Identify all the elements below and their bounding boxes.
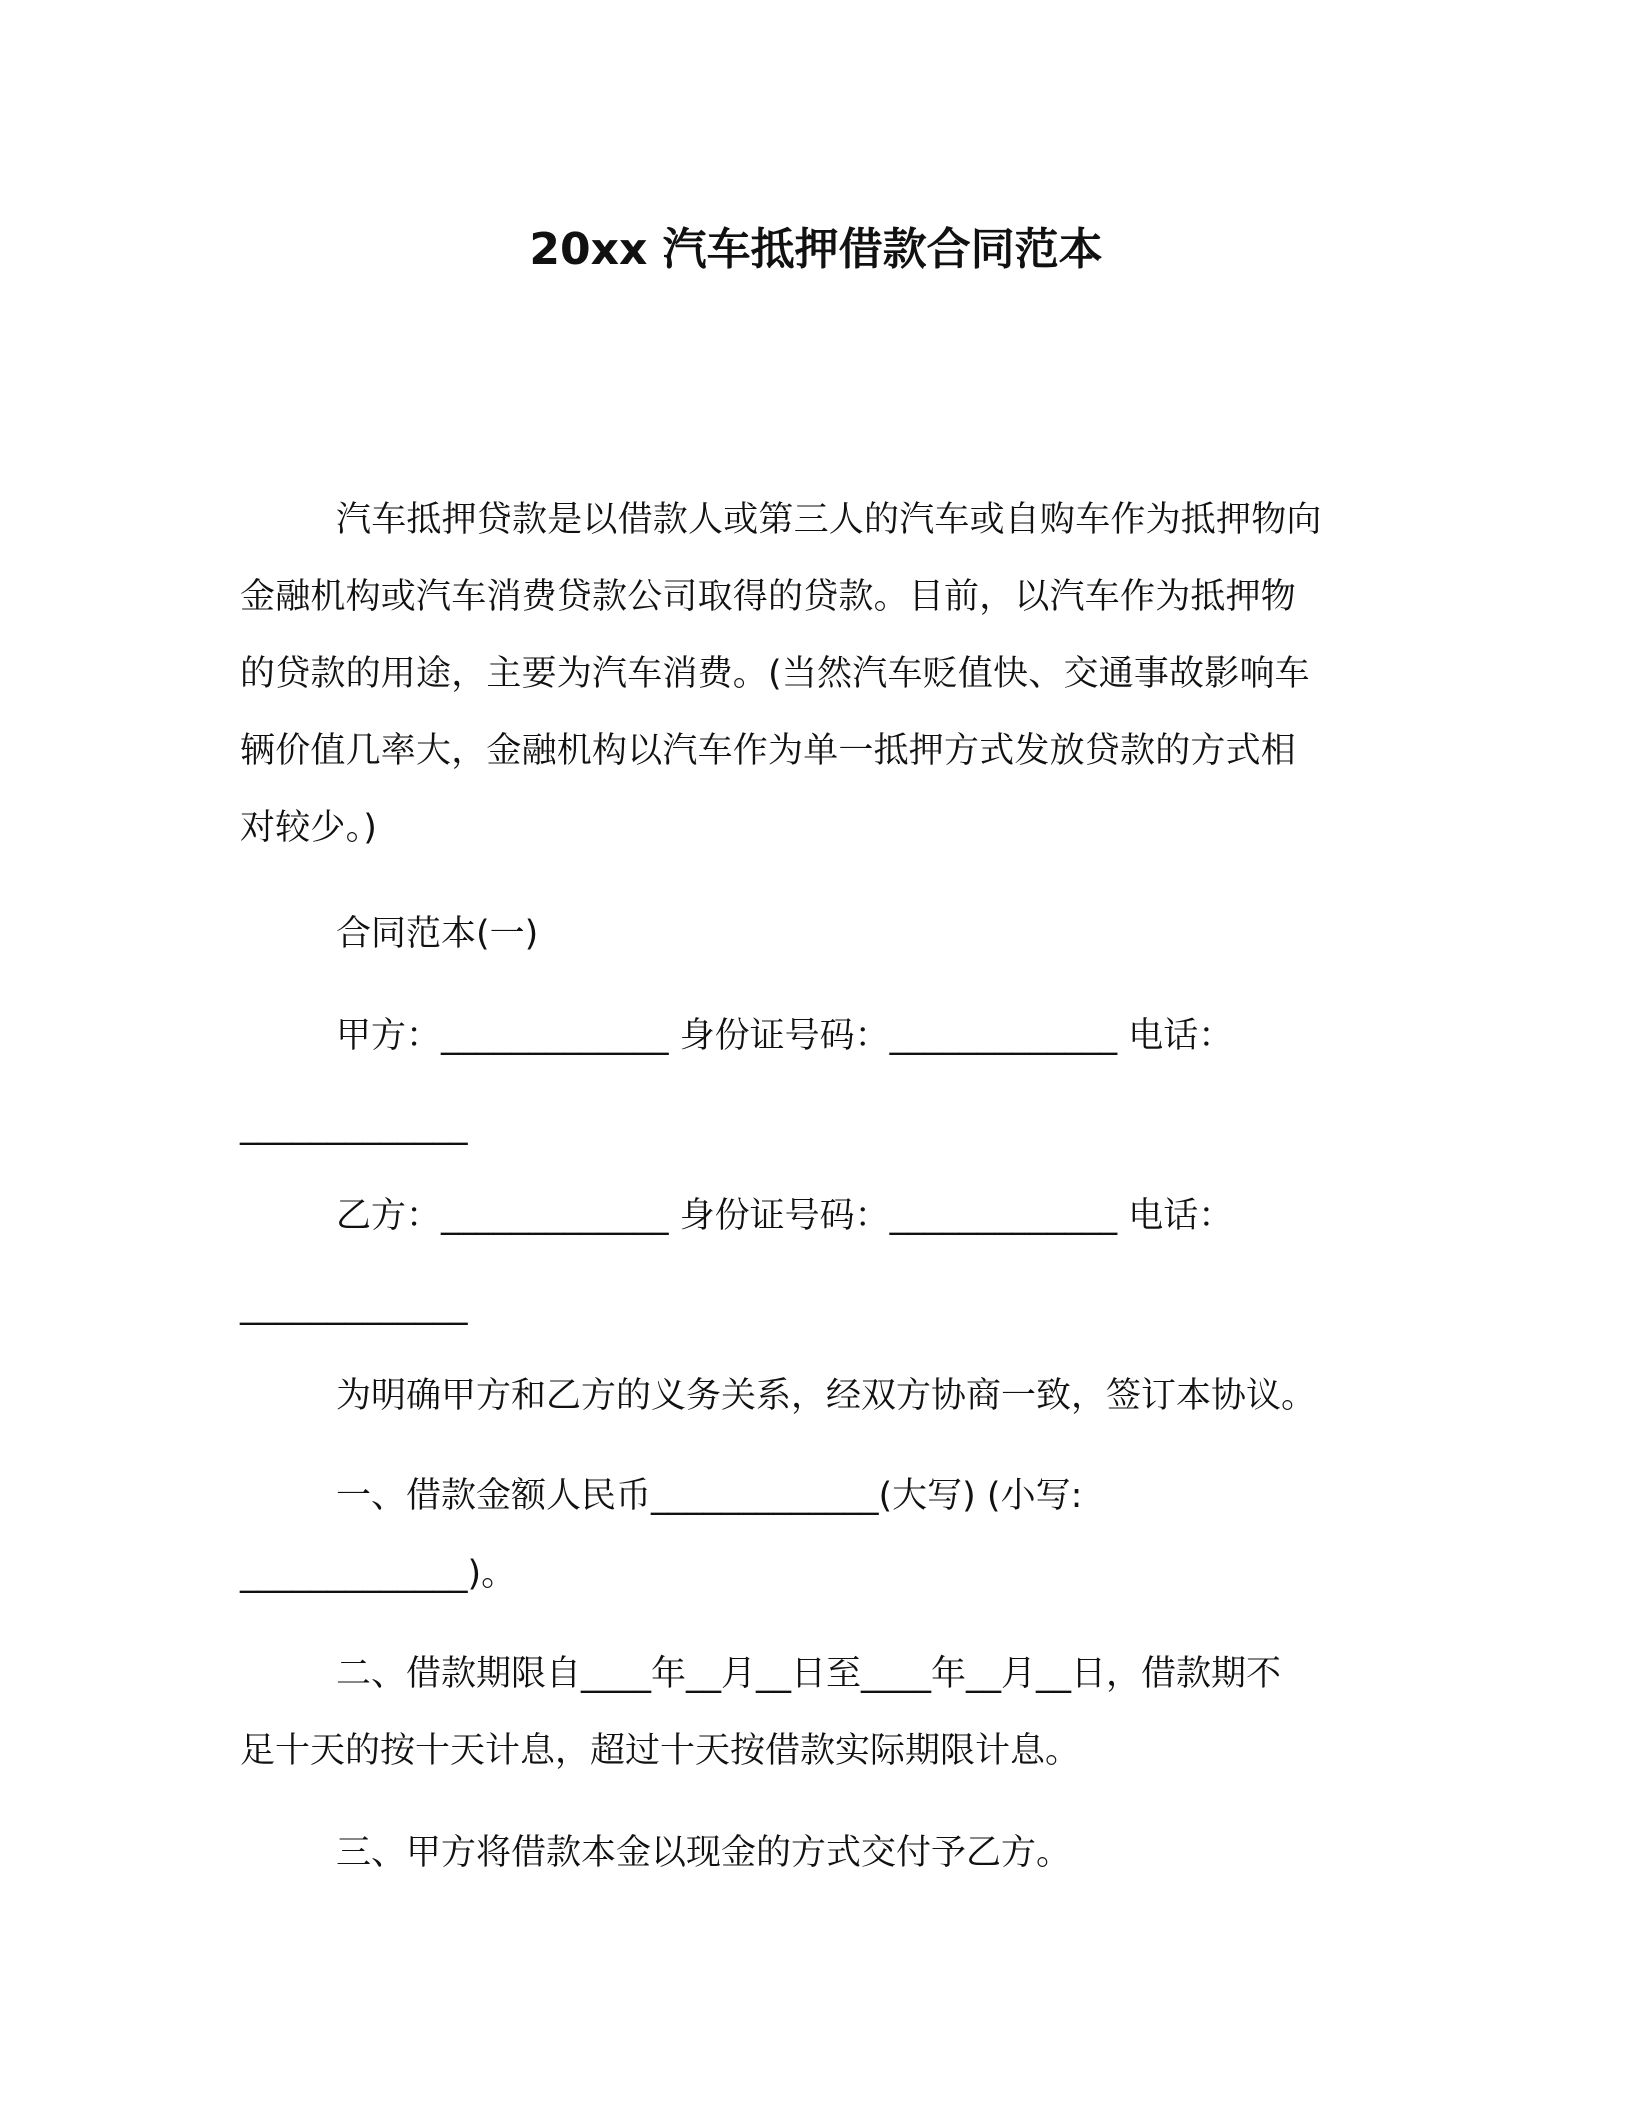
intro-paragraph [240,482,1400,867]
intro-line: 金融机构或汽车消费贷款公司取得的贷款。目前，以汽车作为抵押物 [240,577,1297,617]
sample-heading: 合同范本(一) [336,914,539,954]
clause-3-line: 三、甲方将借款本金以现金的方式交付予乙方。 [336,1833,1072,1873]
clause-2-line: 二、借款期限自____年__月__日至____年__月__日，借款期不 [336,1654,1282,1694]
intro-line: 对较少。) [240,808,378,848]
party-b-phone-blank: _____________ [240,1286,468,1326]
clause-2-line: 足十天的按十天计息，超过十天按借款实际期限计息。 [240,1731,1081,1771]
party-a-phone-blank: _____________ [240,1106,468,1146]
party-a-line: 甲方：_____________ 身份证号码：_____________ 电话： [336,1016,1234,1056]
agreement-purpose: 为明确甲方和乙方的义务关系，经双方协商一致，签订本协议。 [336,1376,1317,1416]
party-b-line: 乙方：_____________ 身份证号码：_____________ 电话： [336,1196,1234,1236]
document-title: 20xx 汽车抵押借款合同范本 [529,224,1103,275]
intro-line: 的贷款的用途，主要为汽车消费。(当然汽车贬值快、交通事故影响车 [240,654,1310,694]
clause-1-line: 一、借款金额人民币_____________(大写) (小写: [336,1476,1083,1516]
clause-1-line: _____________)。 [240,1554,517,1594]
intro-line: 汽车抵押贷款是以借款人或第三人的汽车或自购车作为抵押物向 [336,500,1322,540]
intro-line: 辆价值几率大，金融机构以汽车作为单一抵押方式发放贷款的方式相 [240,731,1297,771]
